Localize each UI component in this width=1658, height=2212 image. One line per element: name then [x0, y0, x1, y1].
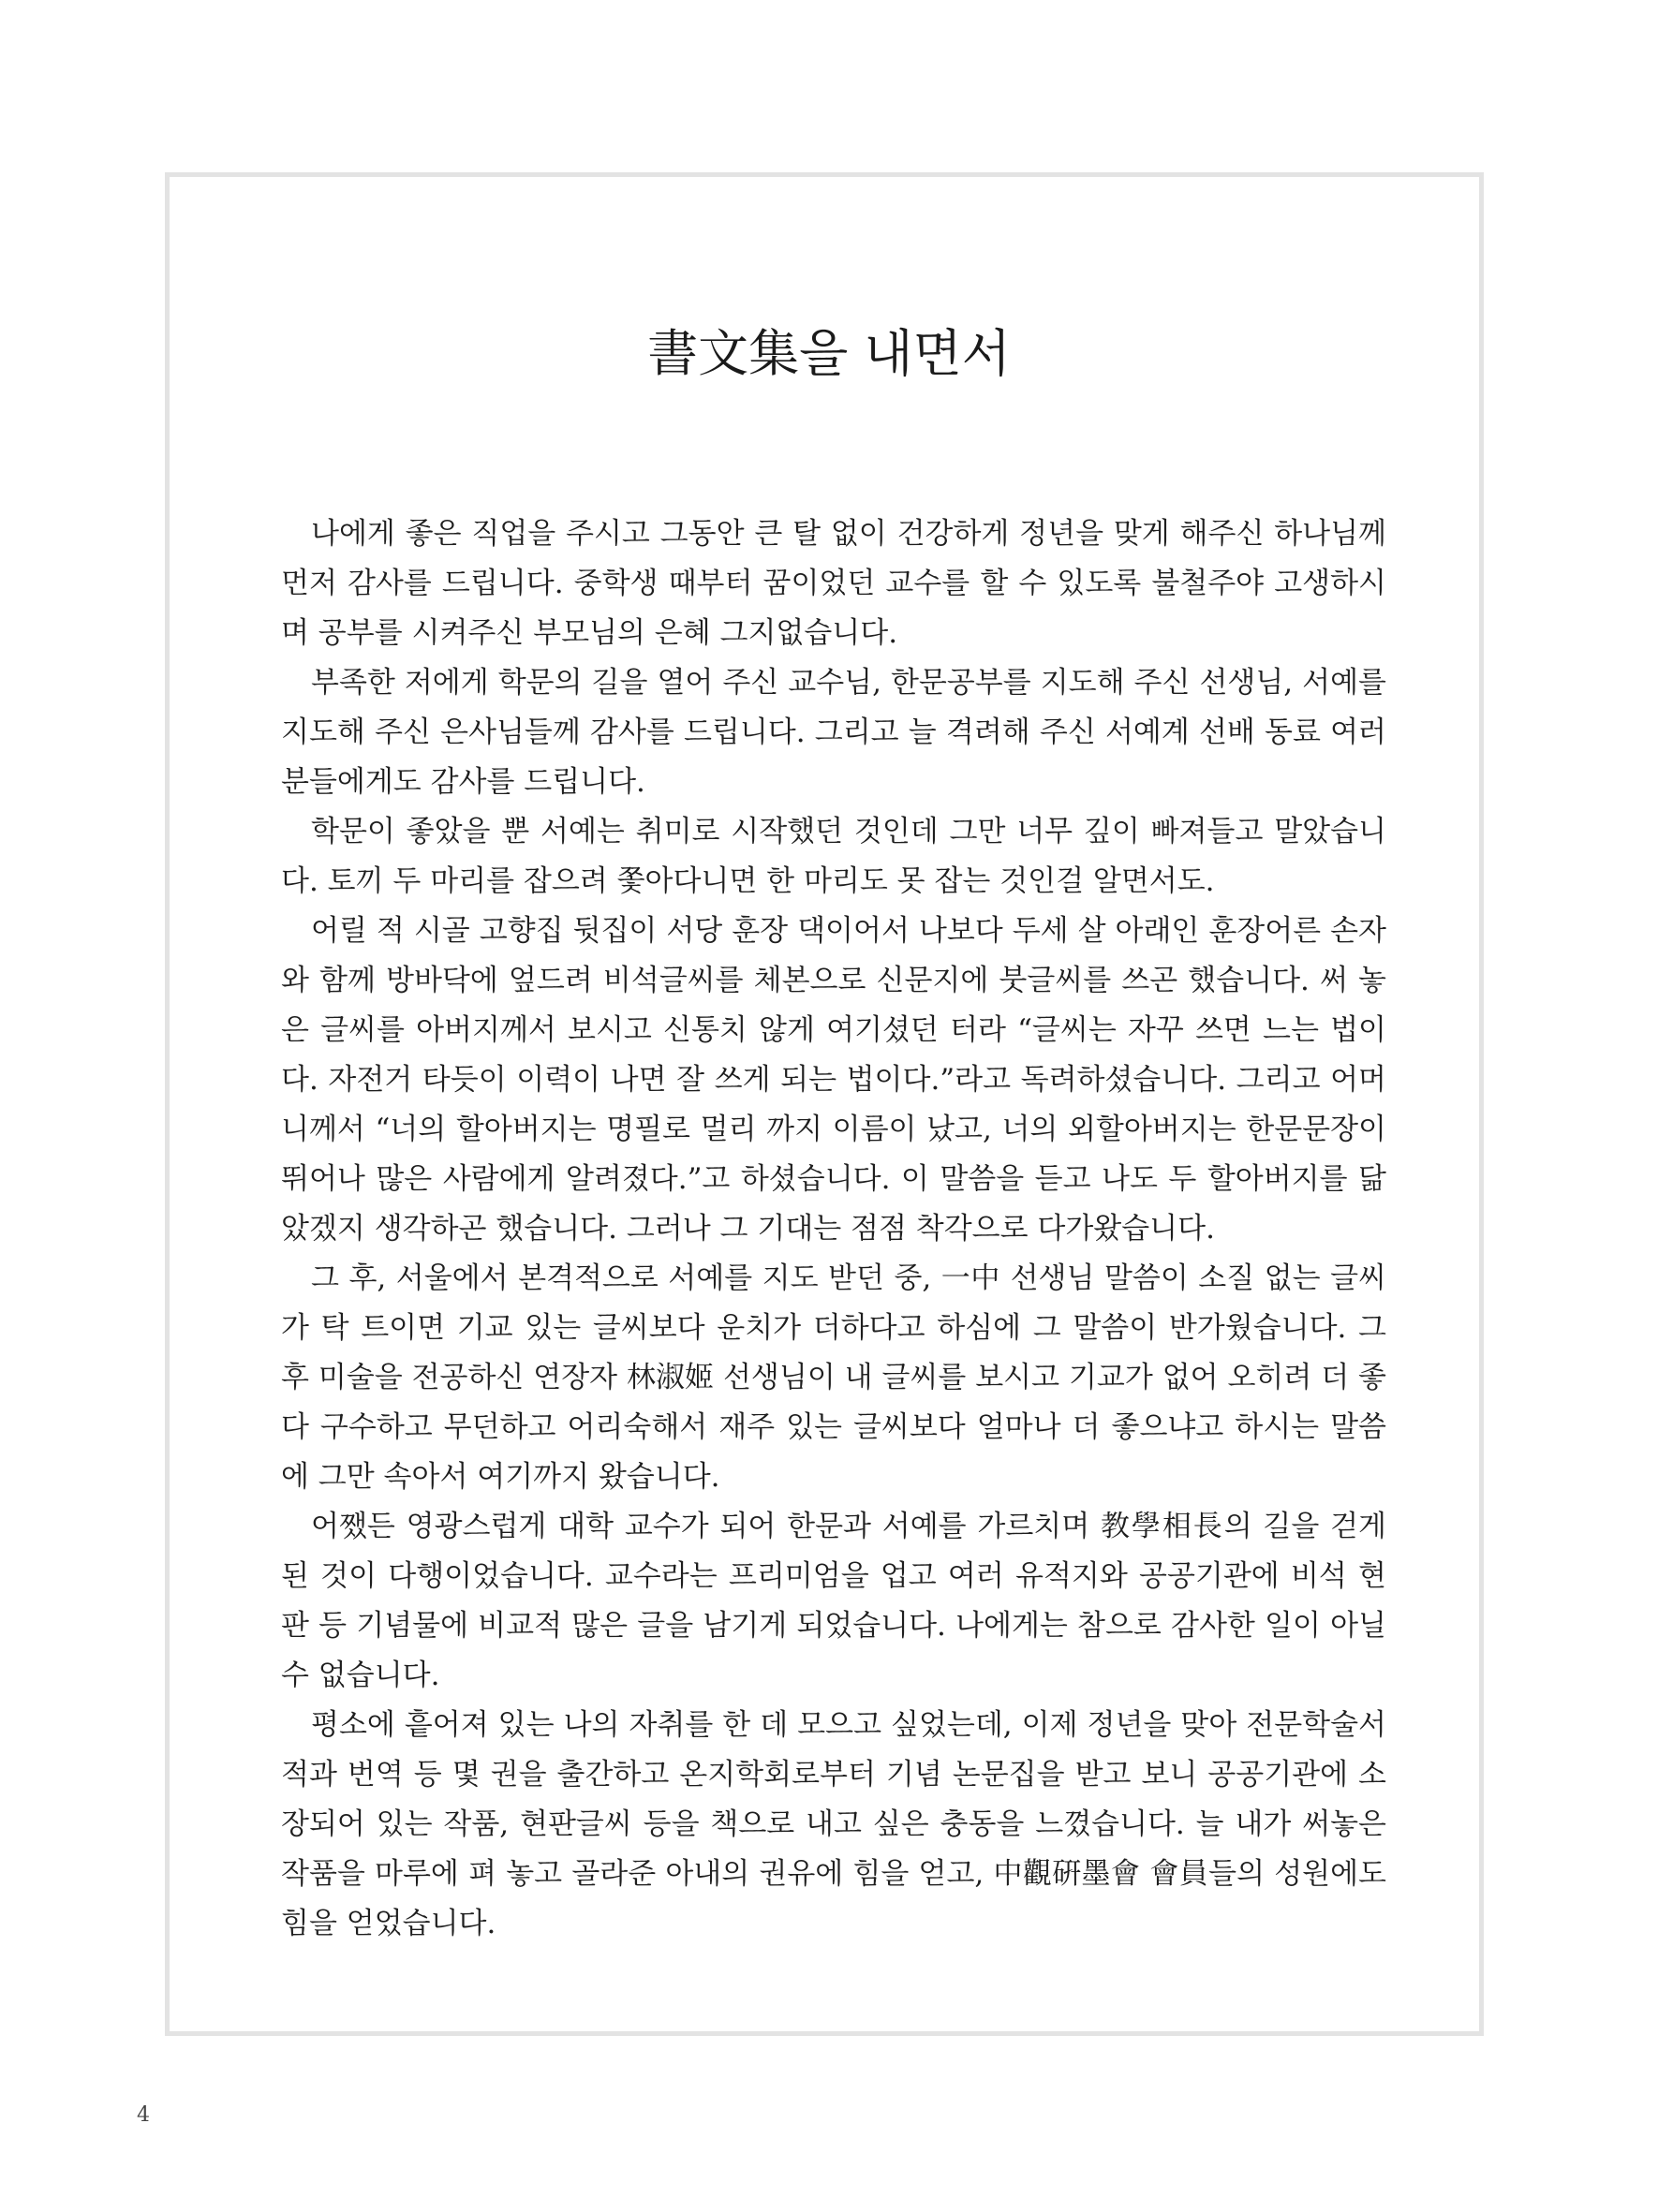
paragraph-2: 부족한 저에게 학문의 길을 열어 주신 교수님, 한문공부를 지도해 주신 선생님, 서예를 지도해 주신 은사님들께 감사를 드립니다. 그리고 늘 격려해 주신 서예계 선배 동료 여러 분들에게도 감사를 드립니다.	[281, 666, 1386, 799]
page-title: 書文集을 내면서	[647, 324, 1011, 383]
preface-body	[281, 509, 1386, 1949]
paragraph-6: 어쨌든 영광스럽게 대학 교수가 되어 한문과 서예를 가르치며 教學相長의 길을 걷게 된 것이 다행이었습니다. 교수라는 프리미엄을 업고 여러 유적지와 공공기관에 비석 현판 등 기념물에 비교적 많은 글을 남기게 되었습니다. 나에게는 참으로 감사한 일이 아닐 수 없습니다.	[281, 1510, 1386, 1692]
paragraph-4: 어릴 적 시골 고향집 뒷집이 서당 훈장 댁이어서 나보다 두세 살 아래인 훈장어른 손자와 함께 방바닥에 엎드려 비석글씨를 체본으로 신문지에 붓글씨를 쓰곤 했습니다. 써 놓은 글씨를 아버지께서 보시고 신통치 않게 여기셨던 터라 “글씨는 자꾸 쓰면 느는 법이다. 자전거 타듯이 이력이 나면 잘 쓰게 되는 법이다.”라고 독려하셨습니다. 그리고 어머니께서 “너의 할아버지는 명필로 멀리 까지 이름이 났고, 너의 외할아버지는 한문문장이 뛰어나 많은 사람에게 알려졌다.”고 하셨습니다. 이 말씀을 듣고 나도 두 할아버지를 닮았겠지 생각하곤 했습니다. 그러나 그 기대는 점점 착각으로 다가왔습니다.	[281, 914, 1386, 1246]
paragraph-1: 나에게 좋은 직업을 주시고 그동안 큰 탈 없이 건강하게 정년을 맞게 해주신 하나님께 먼저 감사를 드립니다. 중학생 때부터 꿈이었던 교수를 할 수 있도록 불철주야 고생하시며 공부를 시켜주신 부모님의 은혜 그지없습니다.	[281, 517, 1386, 650]
paragraph-5: 그 후, 서울에서 본격적으로 서예를 지도 받던 중, 一中 선생님 말씀이 소질 없는 글씨가 탁 트이면 기교 있는 글씨보다 운치가 더하다고 하심에 그 말씀이 반가웠습니다. 그 후 미술을 전공하신 연장자 林淑姬 선생님이 내 글씨를 보시고 기교가 없어 오히려 더 좋다 구수하고 무던하고 어리숙해서 재주 있는 글씨보다 얼마나 더 좋으냐고 하시는 말씀에 그만 속아서 여기까지 왔습니다.	[281, 1261, 1386, 1494]
paragraph-7: 평소에 흩어져 있는 나의 자취를 한 데 모으고 싶었는데, 이제 정년을 맞아 전문학술서적과 번역 등 몇 권을 출간하고 온지학회로부터 기념 논문집을 받고 보니 공공기관에 소장되어 있는 작품, 현판글씨 등을 책으로 내고 싶은 충동을 느꼈습니다. 늘 내가 써놓은 작품을 마루에 펴 놓고 골라준 아내의 권유에 힘을 얻고, 中觀硏墨會 會員들의 성원에도 힘을 얻었습니다.	[281, 1708, 1386, 1940]
page-number: 4	[137, 2103, 150, 2127]
paragraph-3: 학문이 좋았을 뿐 서예는 취미로 시작했던 것인데 그만 너무 깊이 빠져들고 말았습니다. 토끼 두 마리를 잡으려 쫓아다니면 한 마리도 못 잡는 것인걸 알면서도.	[281, 815, 1386, 898]
